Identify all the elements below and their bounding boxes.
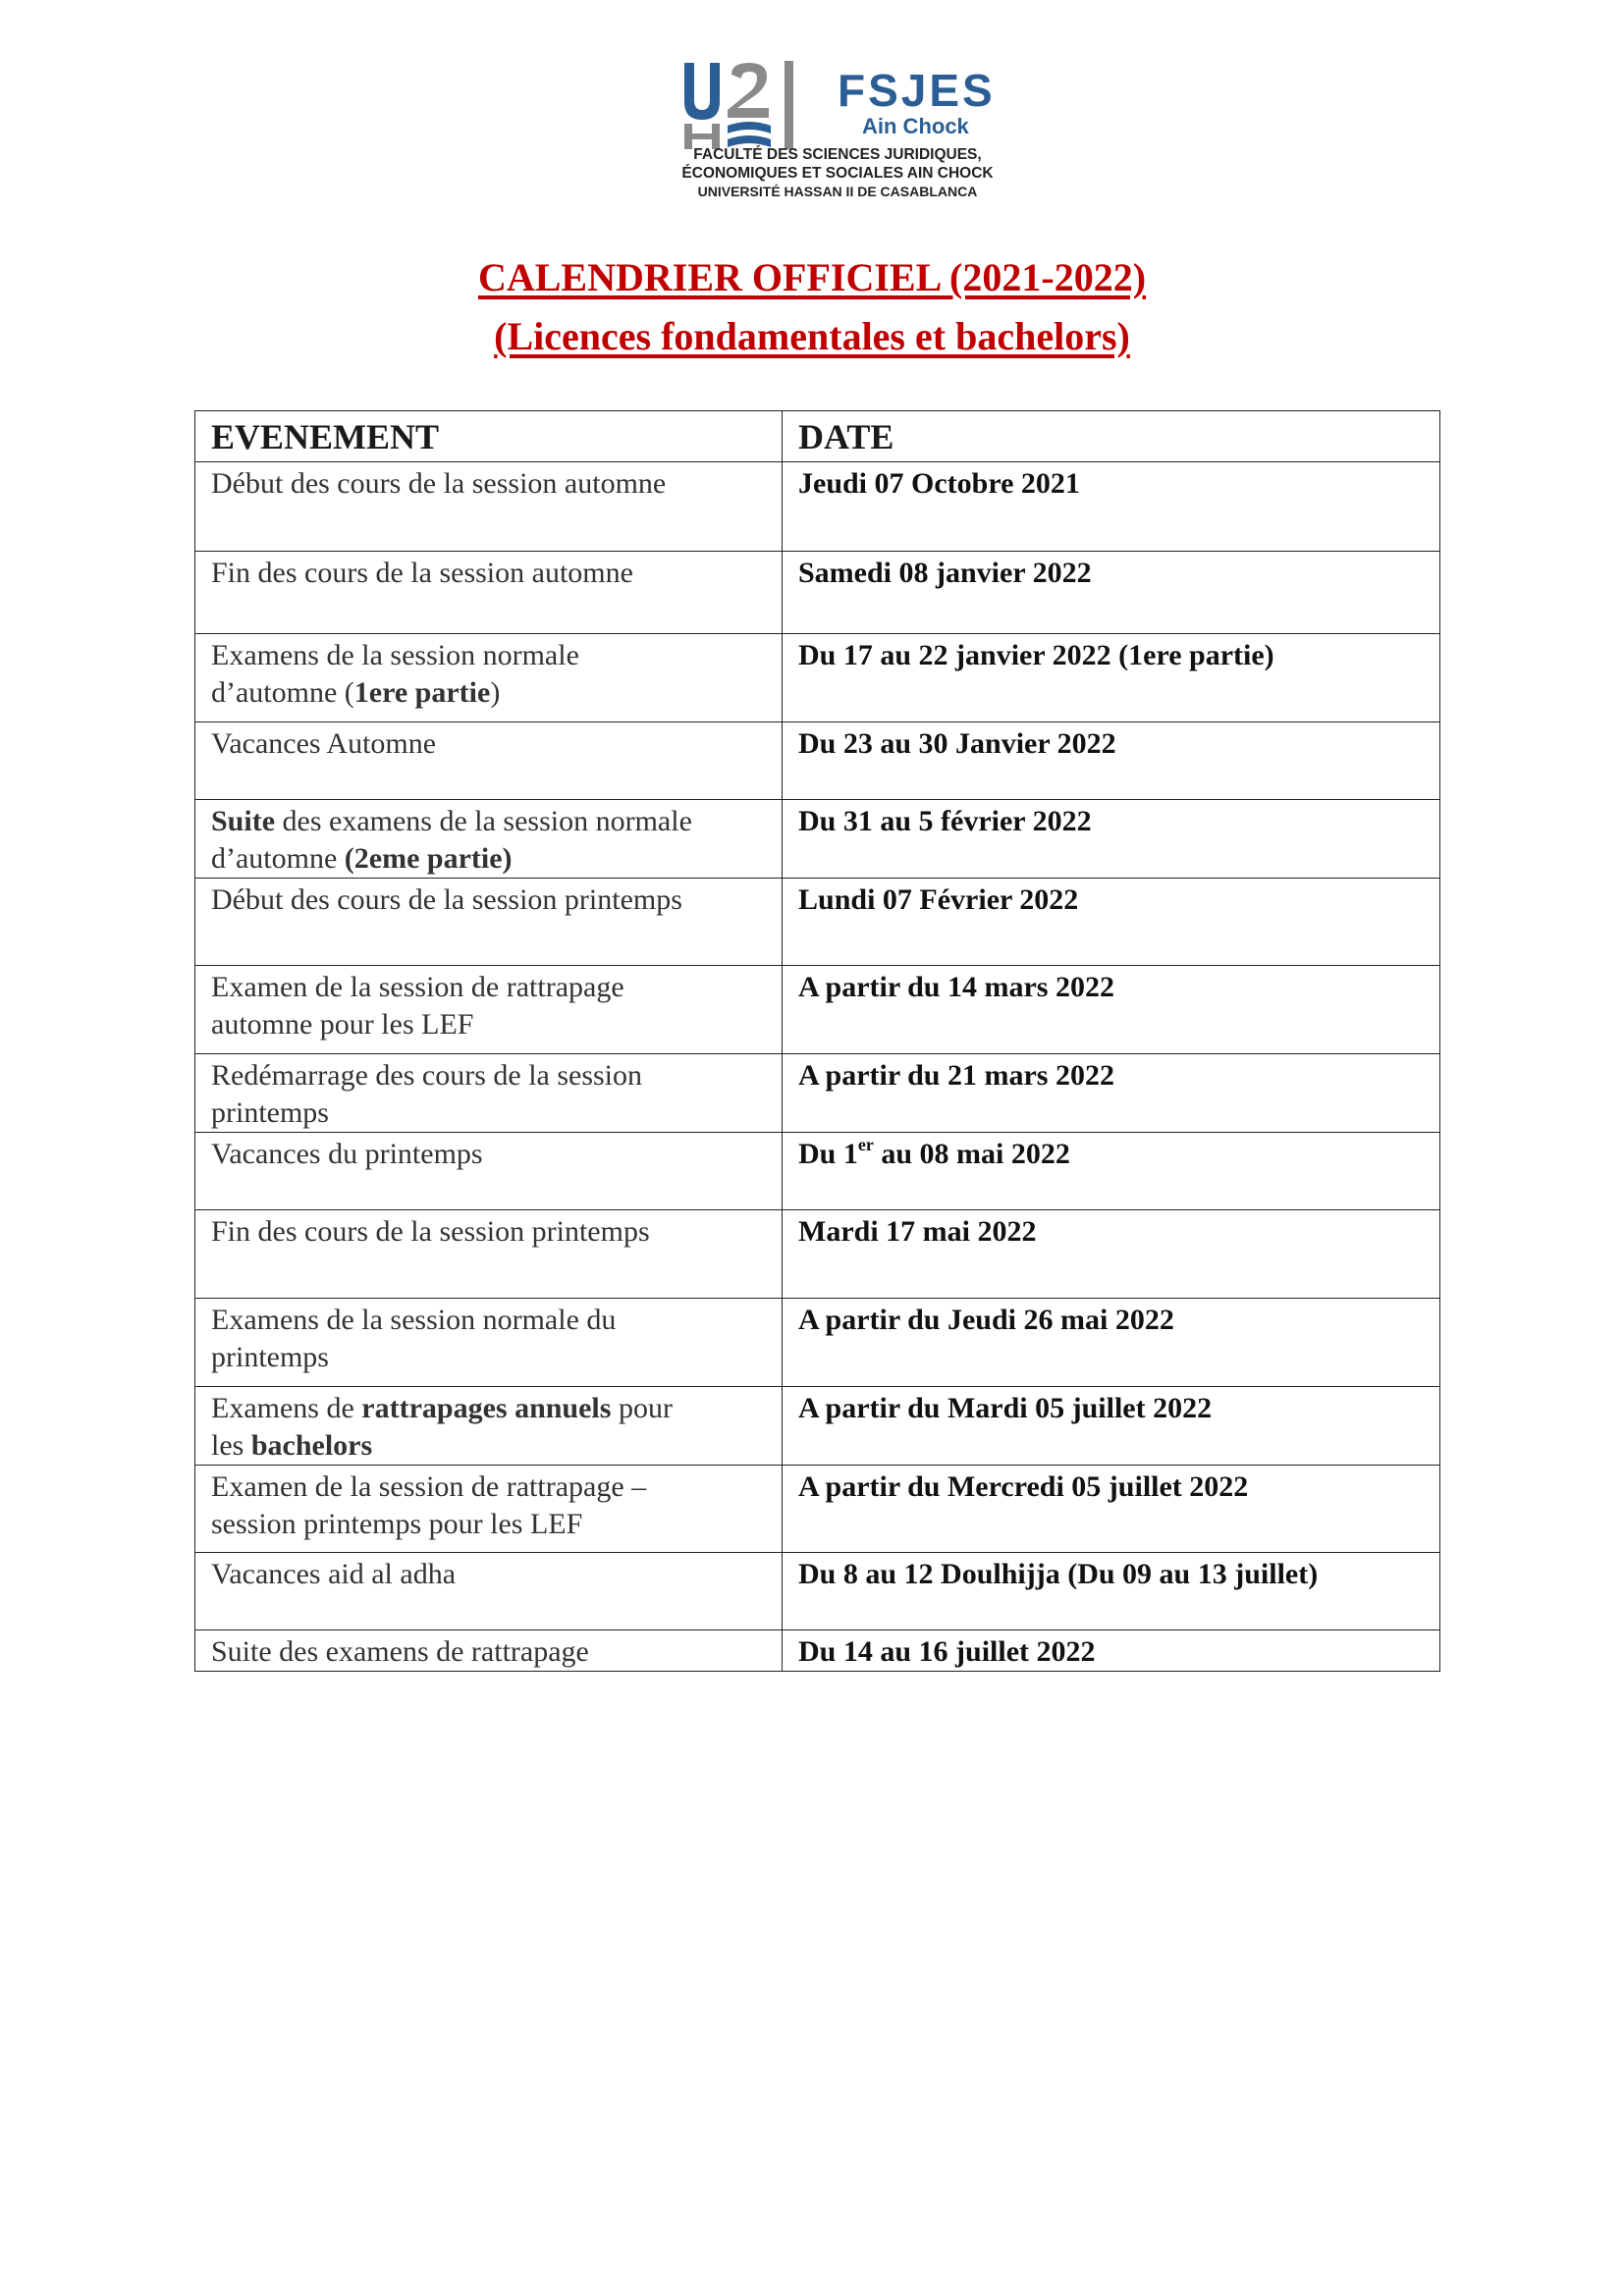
event-cell: Redémarrage des cours de la session printemps	[195, 1054, 783, 1133]
faculty-logo	[680, 61, 995, 208]
logo-brand: FSJES	[838, 65, 996, 116]
table-row	[195, 1054, 1440, 1133]
page-title: CALENDRIER OFFICIEL (2021-2022)	[477, 255, 1147, 299]
table-row	[195, 462, 1440, 552]
date-cell: Du 23 au 30 Janvier 2022	[783, 722, 1440, 800]
event-cell: Examens de la session normale du printemps	[195, 1299, 783, 1387]
table-row	[195, 1466, 1440, 1553]
table-row	[195, 879, 1440, 966]
date-cell: A partir du 21 mars 2022	[783, 1054, 1440, 1133]
table-row	[195, 1299, 1440, 1387]
event-cell: Examens de la session normale d’automne (1ere partie)	[195, 634, 783, 722]
table-row	[195, 722, 1440, 800]
event-cell: Vacances aid al adha	[195, 1553, 783, 1630]
event-cell: Fin des cours de la session printemps	[195, 1210, 783, 1299]
calendar-table	[194, 410, 1440, 1672]
event-cell: Vacances Automne	[195, 722, 783, 800]
table-row	[195, 1387, 1440, 1466]
table-row	[195, 800, 1440, 879]
page-subtitle: (Licences fondamentales et bachelors)	[494, 314, 1130, 358]
date-cell: Mardi 17 mai 2022	[783, 1210, 1440, 1299]
table-row	[195, 966, 1440, 1054]
event-cell: Fin des cours de la session automne	[195, 552, 783, 634]
event-cell: Examens de rattrapages annuels pour les bachelors	[195, 1387, 783, 1466]
table-row	[195, 634, 1440, 722]
table-row	[195, 1133, 1440, 1210]
column-header-event: EVENEMENT	[195, 411, 783, 462]
table-row	[195, 552, 1440, 634]
date-cell: A partir du 14 mars 2022	[783, 966, 1440, 1054]
logo-brand-sub: Ain Chock	[862, 114, 969, 138]
event-cell: Suite des examens de la session normale d’automne (2eme partie)	[195, 800, 783, 879]
event-cell: Examen de la session de rattrapage automne pour les LEF	[195, 966, 783, 1054]
logo-line-1: FACULTÉ DES SCIENCES JURIDIQUES,	[693, 146, 982, 163]
date-cell: Du 8 au 12 Doulhijja (Du 09 au 13 juillet)	[783, 1553, 1440, 1630]
date-cell: Jeudi 07 Octobre 2021	[783, 462, 1440, 552]
uh2-emblem-icon	[680, 61, 828, 149]
table-row	[195, 1210, 1440, 1299]
table-header-row	[195, 411, 1440, 462]
date-cell: A partir du Mercredi 05 juillet 2022	[783, 1466, 1440, 1553]
table-row	[195, 1630, 1440, 1672]
logo-line-3: UNIVERSITÉ HASSAN II DE CASABLANCA	[697, 184, 978, 199]
column-header-date: DATE	[783, 411, 1440, 462]
date-cell: Du 1er au 08 mai 2022	[783, 1133, 1440, 1210]
event-cell: Examen de la session de rattrapage – session printemps pour les LEF	[195, 1466, 783, 1553]
event-cell: Vacances du printemps	[195, 1133, 783, 1210]
date-cell: Du 31 au 5 février 2022	[783, 800, 1440, 879]
event-cell: Début des cours de la session printemps	[195, 879, 783, 966]
date-cell: A partir du Mardi 05 juillet 2022	[783, 1387, 1440, 1466]
date-cell: A partir du Jeudi 26 mai 2022	[783, 1299, 1440, 1387]
date-cell: Du 14 au 16 juillet 2022	[783, 1630, 1440, 1672]
table-row	[195, 1553, 1440, 1630]
date-cell: Samedi 08 janvier 2022	[783, 552, 1440, 634]
date-cell: Lundi 07 Février 2022	[783, 879, 1440, 966]
date-cell: Du 17 au 22 janvier 2022 (1ere partie)	[783, 634, 1440, 722]
event-cell: Suite des examens de rattrapage	[195, 1630, 783, 1672]
logo-line-2: ÉCONOMIQUES ET SOCIALES AIN CHOCK	[681, 165, 994, 182]
event-cell: Début des cours de la session automne	[195, 462, 783, 552]
